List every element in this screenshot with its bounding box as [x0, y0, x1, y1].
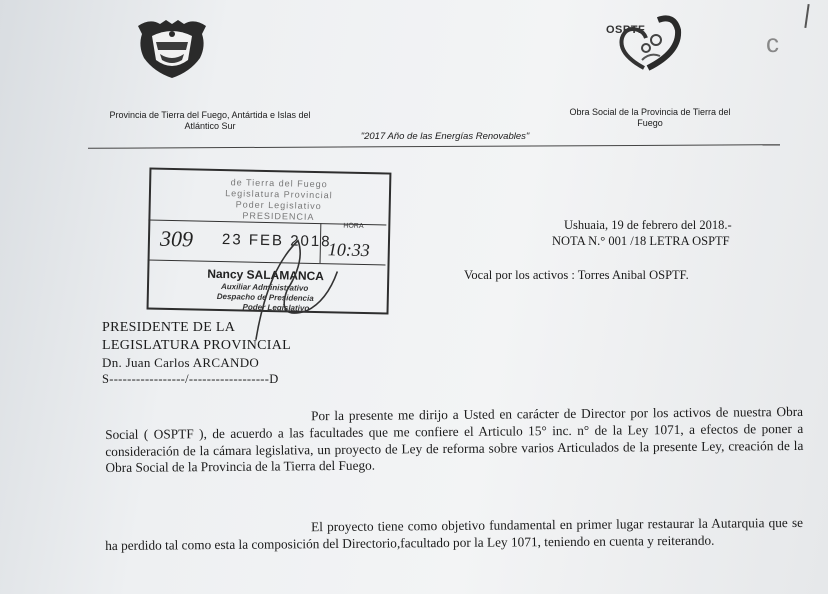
header-divider — [88, 144, 780, 149]
paragraph-indent — [105, 531, 311, 533]
addressee-line: LEGISLATURA PROVINCIAL — [102, 338, 291, 353]
stamp-role: Auxiliar Administrativo — [220, 282, 309, 293]
stamp-date: 23 FEB 2018 — [221, 231, 332, 251]
osptf-logo — [598, 8, 693, 78]
stamp-faded-line: de Tierra del Fuego — [230, 177, 328, 190]
provincial-emblem-icon — [130, 16, 214, 80]
stamp-hora: 10:33 — [327, 239, 371, 261]
stamp-hora-label: HORA — [343, 222, 364, 230]
reception-stamp — [147, 168, 390, 313]
body-paragraph-text: Por la presente me dirijo a Usted en carácter de Director por los activos de nuestra Obra Social ( OSPTF ), de acuerdo a las facultades que me confiere el Articulo 15° inc. n° de la Ley 1071, a efectos de poner a consideración de la cámara legislativa, un proyecto de Ley de reforma sobre varios Articulados de la presente Ley, creación de la Obra Social de la Provincia de la Tierra del Fuego. — [105, 403, 804, 476]
heart-family-icon — [598, 8, 693, 78]
paragraph-indent — [105, 420, 311, 422]
osptf-logo-text: OSPTF — [606, 24, 646, 36]
stamp-faded-line: Legislatura Provincial — [225, 188, 333, 201]
stamp-faded-line: Poder Legislativo — [235, 199, 322, 212]
stamp-role: Despacho de Presidencia — [216, 291, 314, 303]
stamp-faded-line: PRESIDENCIA — [242, 210, 315, 222]
addressee-name: Dn. Juan Carlos ARCANDO — [102, 355, 260, 370]
handwritten-signature — [236, 229, 348, 351]
note-number: NOTA N.° 001 /18 LETRA OSPTF — [552, 234, 730, 248]
stamp-role: Poder Legislativo — [242, 302, 310, 313]
addressee-salutation: S-----------------/------------------D — [102, 372, 279, 386]
body-paragraph-text: El proyecto tiene como objetivo fundamental en primer lugar restaurar la Autarquia que se ha perdido tal como esta la composición del Directorio,facultado por la Ley 1071, teniendo en cuenta y reiterando. — [105, 514, 804, 553]
margin-tick — [804, 4, 809, 28]
place-date: Ushuaia, 19 de febrero del 2018.- — [564, 218, 732, 232]
motto: "2017 Año de las Energías Renovables" — [360, 131, 530, 142]
vocal-line: Vocal por los activos : Torres Anibal OSPTF. — [464, 268, 689, 282]
right-institution: Obra Social de la Provincia de Tierra del Fuego — [569, 107, 731, 128]
body-paragraph — [105, 515, 803, 555]
stamp-name: Nancy SALAMANCA — [207, 266, 325, 284]
addressee-line: PRESIDENTE DE LA — [102, 320, 236, 335]
stamp-entry-number: 309 — [159, 225, 194, 252]
body-paragraph — [105, 404, 804, 477]
margin-mark: c — [766, 28, 779, 58]
left-institution: Provincia de Tierra del Fuego, Antártida e Islas del Atlántico Sur — [109, 110, 311, 131]
